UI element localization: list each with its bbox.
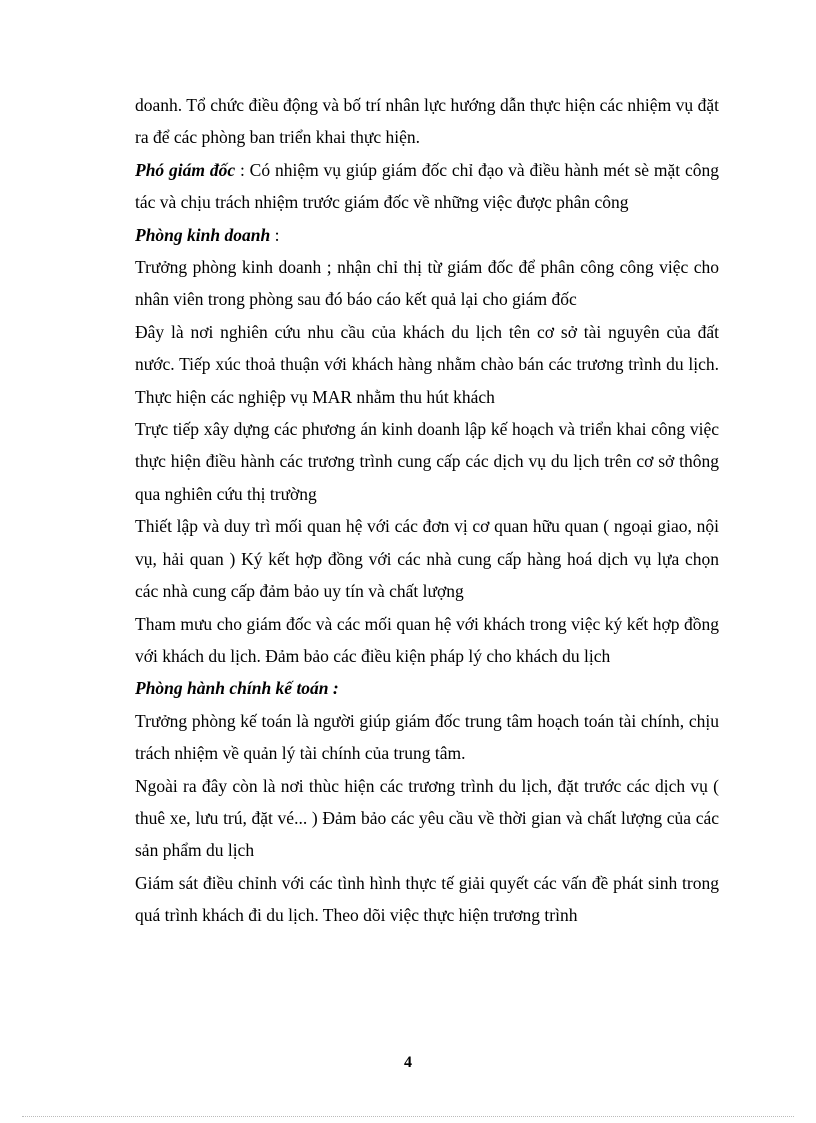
paragraph: Trưởng phòng kinh doanh ; nhận chỉ thị từ giám đốc để phân công công việc cho nhân viên trong phòng sau đó báo cáo kết quả lại cho giám đốc: [135, 257, 719, 310]
paragraph: Trực tiếp xây dựng các phương án kinh doanh lập kế hoạch và triển khai công việc thực hiện điều hành các trương trình cung cấp các dịch vụ du lịch trên cơ sở thông qua nghiên cứu thị trường: [135, 419, 719, 504]
page-number: 4: [404, 1054, 412, 1071]
paragraph: Trưởng phòng kế toán là người giúp giám đốc trung tâm hoạch toán tài chính, chịu trách nhiệm về quản lý tài chính của trung tâm.: [135, 710, 719, 764]
paragraph: Tham mưu cho giám đốc và các mối quan hệ với khách trong việc ký kết hợp đồng với khách du lịch. Đảm bảo các điều kiện pháp lý cho khách du lịch: [135, 613, 719, 666]
paragraph: Thiết lập và duy trì mối quan hệ với các đơn vị cơ quan hữu quan ( ngoại giao, nội vụ, hải quan ) Ký kết hợp đồng với các nhà cung cấp hàng hoá dịch vụ lựa chọn các nhà cung cấp đảm bảo uy tín và chất lượng: [135, 516, 719, 602]
paragraph: Đây là nơi nghiên cứu nhu cầu của khách du lịch tên cơ sở tài nguyên của đất nước. Tiếp xúc thoả thuận với khách hàng nhằm chào bán các trương trình du lịch. Thực hiện các nghiệp vụ MAR nhằm thu hút khách: [135, 321, 719, 407]
section-heading: Phòng kinh doanh: [135, 224, 271, 245]
paragraph: Phòng kinh doanh :: [135, 224, 280, 245]
body-text: [135, 89, 719, 932]
paragraph: [135, 672, 719, 704]
paragraph: Ngoài ra đây còn là nơi thùc hiện các trương trình du lịch, đặt trước các dịch vụ ( thuê xe, lưu trú, đặt vé... ) Đảm bảo các yêu cầu về thời gian và chất lượng của các sản phẩm du lịch: [135, 775, 719, 861]
section-heading: Phó giám đốc: [135, 159, 236, 180]
paragraph: Phó giám đốc : Có nhiệm vụ giúp giám đốc chỉ đạo và điều hành mét sè mặt công tác và chịu trách nhiệm trước giám đốc về những việc được phân công: [135, 159, 719, 213]
paragraph: doanh. Tổ chức điều động và bố trí nhân lực hướng dẫn thực hiện các nhiệm vụ đặt ra để các phòng ban triển khai thực hiện.: [135, 95, 719, 148]
section-heading: Phòng hành chính kế toán :: [135, 678, 339, 699]
page-bottom-border: [22, 1116, 794, 1117]
paragraph: Giám sát điều chỉnh với các tình hình thực tế giải quyết các vấn đề phát sinh trong quá trình khách đi du lịch. Theo dõi việc thực hiện trương trình: [135, 872, 719, 926]
